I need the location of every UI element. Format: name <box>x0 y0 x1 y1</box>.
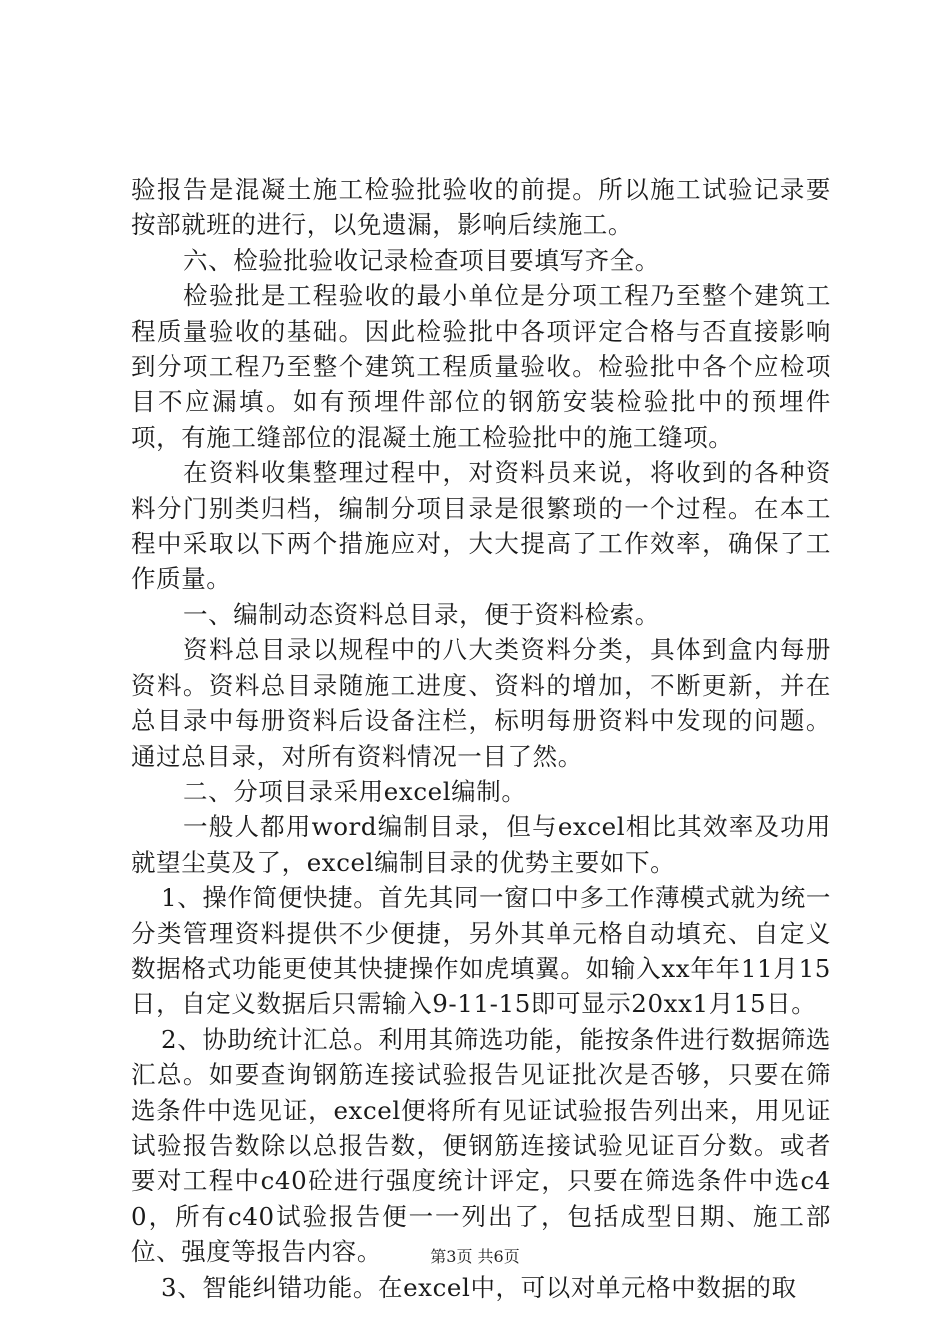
paragraph-4: 资料总目录以规程中的八大类资料分类，具体到盒内每册资料。资料总目录随施工进度、资料的增加，不断更新，并在总目录中每册资料后设备注栏，标明每册资料中发现的问题。通过总目录，对所有资料情况一目了然。 <box>131 635 831 771</box>
section-heading-6: 六、检验批验收记录检查项目要填写齐全。 <box>183 245 660 275</box>
page-footer <box>0 1244 950 1267</box>
list-item-3: 3、智能纠错功能。在excel中，可以对单元格中数据的取 <box>161 1272 797 1302</box>
paragraph-1: 验报告是混凝土施工检验批验收的前提。所以施工试验记录要按部就班的进行，以免遗漏，影响后续施工。 <box>131 175 831 240</box>
list-item-1: 1、操作简便快捷。首先其同一窗口中多工作薄模式就为统一分类管理资料提供不少便捷，另外其单元格自动填充、自定义数据格式功能更使其快捷操作如虎填翼。如输入xx年年11月15日，自定义数据后只需输入9-11-15即可显示20xx1月15日。 <box>131 883 831 1019</box>
paragraph-5: 一般人都用word编制目录，但与excel相比其效率及功用就望尘莫及了，excel编制目录的优势主要如下。 <box>131 812 831 877</box>
page-number: 第3页 共6页 <box>430 1247 520 1266</box>
paragraph-3: 在资料收集整理过程中，对资料员来说，将收到的各种资料分门别类归档，编制分项目录是很繁琐的一个过程。在本工程中采取以下两个措施应对，大大提高了工作效率，确保了工作质量。 <box>131 458 831 594</box>
list-item-2: 2、协助统计汇总。利用其筛选功能，能按条件进行数据筛选汇总。如要查询钢筋连接试验报告见证批次是否够，只要在筛选条件中选见证，excel便将所有见证试验报告列出来，用见证试验报告数除以总报告数，便钢筋连接试验见证百分数。或者要对工程中c40砼进行强度统计评定，只要在筛选条件中选c40，所有c40试验报告便一一列出了，包括成型日期、施工部位、强度等报告内容。 <box>131 1024 831 1267</box>
section-heading-1: 一、编制动态资料总目录，便于资料检索。 <box>183 599 660 629</box>
paragraph-2: 检验批是工程验收的最小单位是分项工程乃至整个建筑工程质量验收的基础。因此检验批中各项评定合格与否直接影响到分项工程乃至整个建筑工程质量验收。检验批中各个应检项目不应漏填。如有预埋件部位的钢筋安装检验批中的预埋件项，有施工缝部位的混凝土施工检验批中的施工缝项。 <box>131 281 831 452</box>
document-body <box>131 172 831 1305</box>
section-heading-2: 二、分项目录采用excel编制。 <box>183 776 527 806</box>
